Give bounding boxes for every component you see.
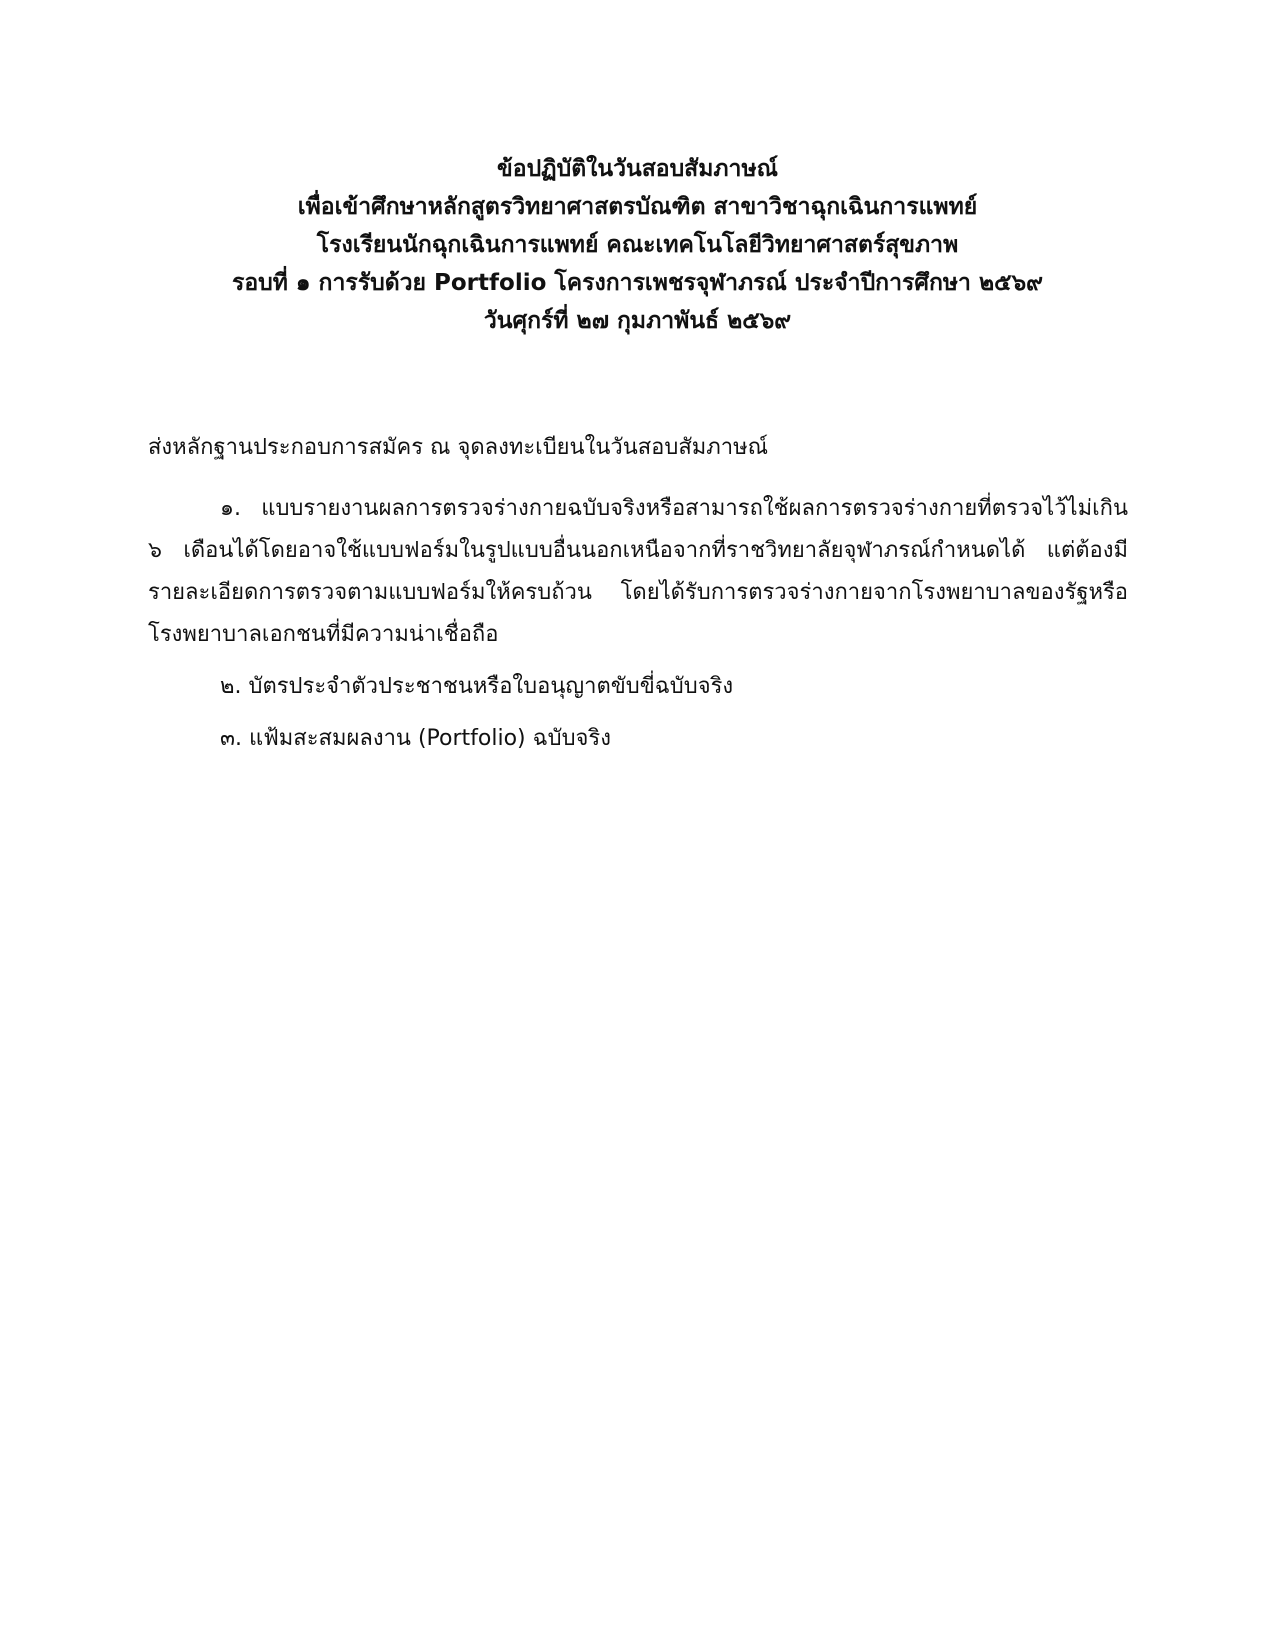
intro-text: ส่งหลักฐานประกอบการสมัคร ณ จุดลงทะเบียนในวันสอบสัมภาษณ์ <box>148 435 769 460</box>
heading-title: ข้อปฏิบัติในวันสอบสัมภาษณ์ <box>497 156 778 182</box>
list-item-health-report: ๑. แบบรายงานผลการตรวจร่างกายฉบับจริงหรือสามารถใช้ผลการตรวจร่างกายที่ตรวจไว้ไม่เกิน ๖ เดือนได้โดยอาจใช้แบบฟอร์มในรูปแบบอื่นนอกเหนือจากที่ราชวิทยาลัยจุฬาภรณ์กำหนดได้ แต่ต้องมีรายละเอียดการตรวจตามแบบฟอร์มให้ครบถ้วน โดยได้รับการตรวจร่างกายจากโรงพยาบาลของรัฐหรือโรงพยาบาลเอกชนที่มีความน่าเชื่อถือ <box>148 496 1128 647</box>
document-body <box>148 428 1128 760</box>
heading-date: วันศุกร์ที่ ๒๗ กุมภาพันธ์ ๒๕๖๙ <box>483 308 792 334</box>
heading-round: รอบที่ ๑ การรับด้วย Portfolio โครงการเพชรจุฬาภรณ์ ประจำปีการศึกษา ๒๕๖๙ <box>232 270 1043 296</box>
heading-program: เพื่อเข้าศึกษาหลักสูตรวิทยาศาสตรบัณฑิต สาขาวิชาฉุกเฉินการแพทย์ <box>297 194 978 220</box>
document-heading <box>0 150 1275 340</box>
heading-school: โรงเรียนนักฉุกเฉินการแพทย์ คณะเทคโนโลยีวิทยาศาสตร์สุขภาพ <box>316 232 959 258</box>
list-item-id-card: ๒. บัตรประจำตัวประชาชนหรือใบอนุญาตขับขี่ฉบับจริง <box>220 674 734 699</box>
list-item-portfolio: ๓. แฟ้มสะสมผลงาน (Portfolio) ฉบับจริง <box>220 726 611 751</box>
